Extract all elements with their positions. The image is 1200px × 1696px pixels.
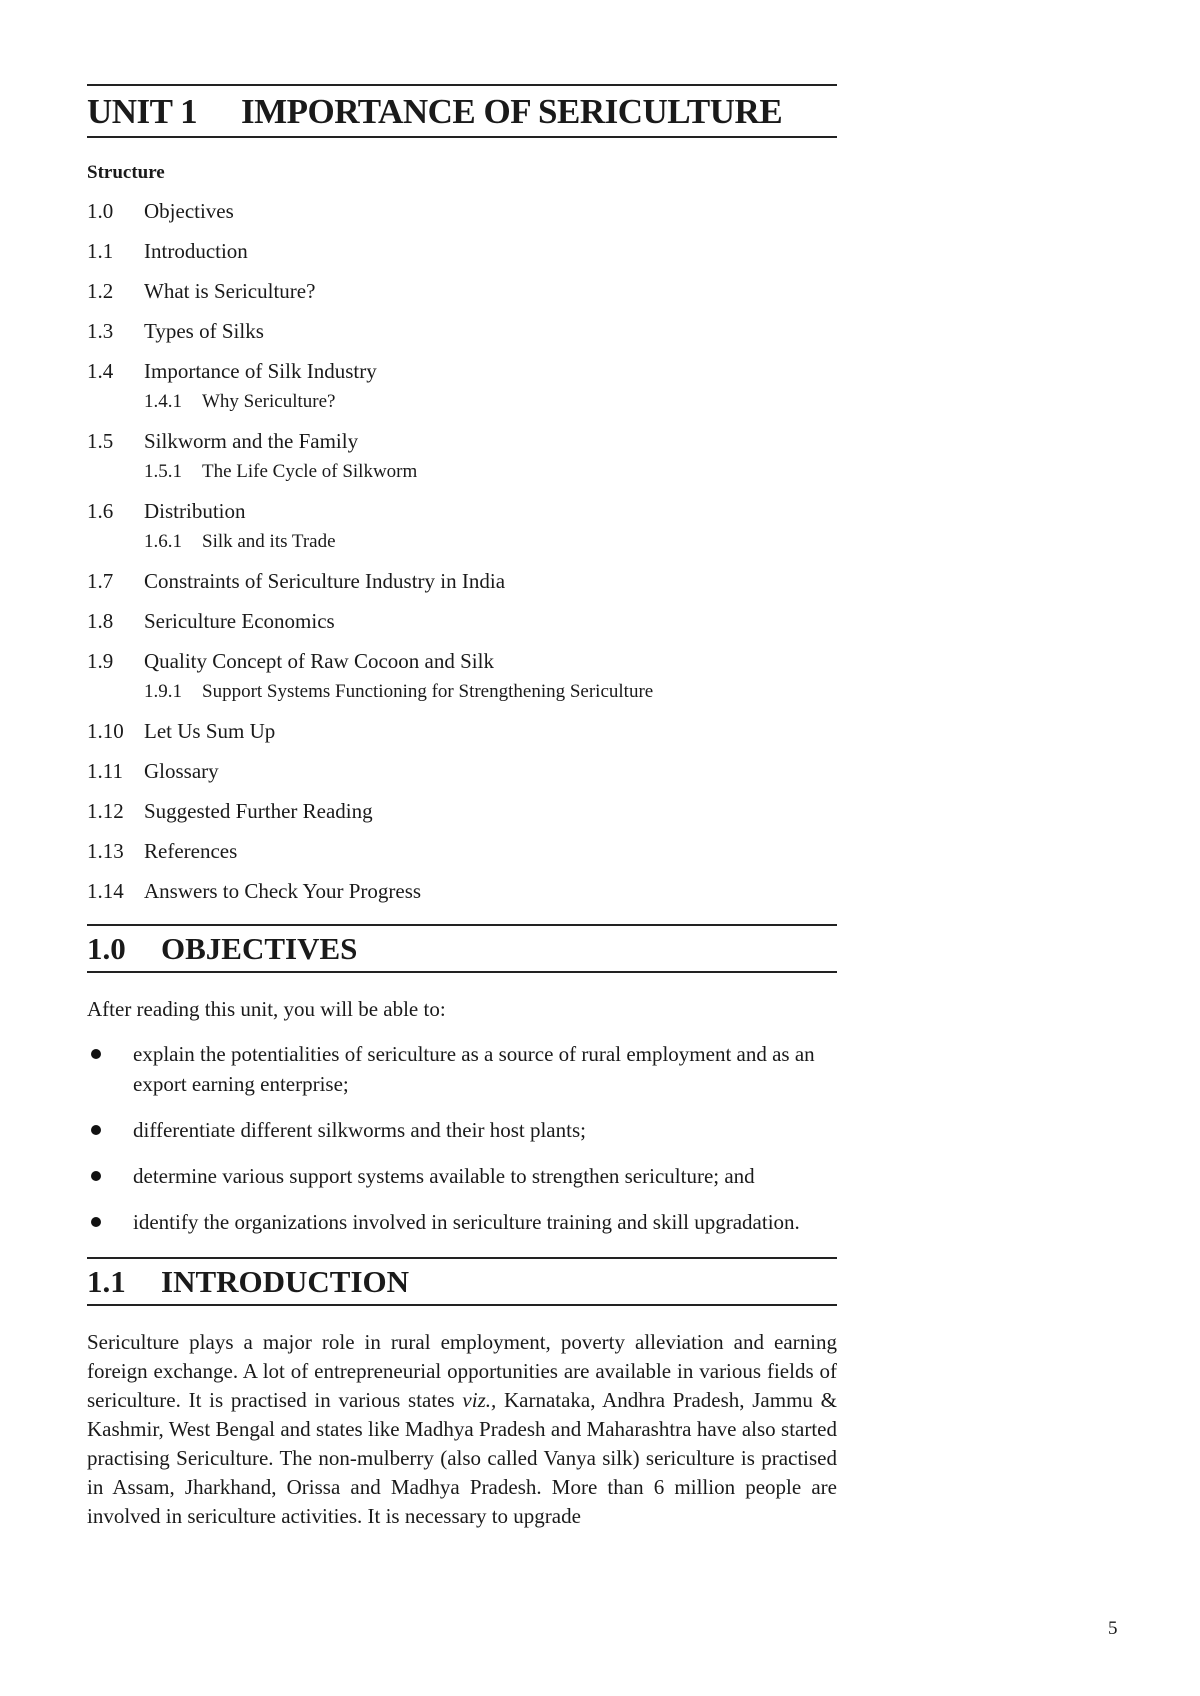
- unit-number: UNIT 1: [87, 92, 198, 131]
- structure-label: Structure: [87, 162, 165, 183]
- structure-entry: [87, 428, 837, 484]
- structure-entry: [87, 648, 837, 704]
- structure-entry: [87, 608, 837, 634]
- objectives-lead: After reading this unit, you will be able to:: [87, 997, 446, 1021]
- objectives-title: OBJECTIVES: [161, 931, 358, 966]
- structure-entry-row: [87, 238, 837, 264]
- structure-entry-label: What is Sericulture?: [144, 279, 316, 303]
- structure-entry-number: 1.13: [87, 839, 124, 863]
- unit-title: [87, 86, 837, 136]
- structure-entry-number: 1.7: [87, 569, 114, 593]
- structure-entry-number: 1.14: [87, 879, 124, 903]
- structure-entry-row: [87, 608, 837, 634]
- structure-subentry-label: Silk and its Trade: [202, 531, 336, 552]
- bullet-dot-icon: [91, 1217, 101, 1227]
- structure-subentry-label: Why Sericulture?: [202, 391, 336, 412]
- objective-text: identify the organizations involved in sericulture training and skill upgradation.: [133, 1210, 800, 1234]
- structure-entry: [87, 318, 837, 344]
- objective-bullet: [87, 1207, 837, 1237]
- objectives-number: 1.0: [87, 931, 126, 966]
- bullet-dot-icon: [91, 1125, 101, 1135]
- structure-entry-label: Let Us Sum Up: [144, 719, 276, 743]
- structure-entry-row: [87, 648, 837, 674]
- structure-entry-label: Answers to Check Your Progress: [144, 879, 422, 903]
- structure-entry-row: [87, 758, 837, 784]
- structure-entry-row: [87, 358, 837, 384]
- structure-subentry: [87, 390, 837, 414]
- structure-entry: [87, 238, 837, 264]
- unit-title-text: IMPORTANCE OF SERICULTURE: [241, 92, 783, 131]
- structure-entry-row: [87, 838, 837, 864]
- structure-subentry: [87, 680, 837, 704]
- structure-entry-number: 1.1: [87, 239, 114, 263]
- structure-subentry-label: The Life Cycle of Silkworm: [202, 461, 418, 482]
- intro-text-2: Karnataka, Andhra Pradesh, Jammu & Kashmir, West Bengal and states like Madhya Pradesh and Maharashtra have also started practising Sericulture. The non-mulberry (also called Vanya silk) sericulture is practised in Assam, Jharkhand, Orissa and Madhya Pradesh. More than 6 million people are involved in sericulture activities. It is necessary to upgrade: [87, 1388, 837, 1528]
- structure-subentry-number: 1.5.1: [144, 461, 182, 482]
- structure-subentry: [87, 530, 837, 554]
- structure-entry-label: Constraints of Sericulture Industry in India: [144, 569, 506, 593]
- structure-entry-label: Objectives: [144, 199, 234, 223]
- structure-subentry-label: Support Systems Functioning for Strengthening Sericulture: [202, 681, 654, 702]
- objectives-list: [87, 1039, 837, 1237]
- bullet-dot-icon: [91, 1049, 101, 1059]
- structure-entry-number: 1.3: [87, 319, 114, 343]
- introduction-number: 1.1: [87, 1264, 126, 1299]
- structure-entry-row: [87, 198, 837, 224]
- structure-entry-label: Glossary: [144, 759, 219, 783]
- structure-entry-label: Importance of Silk Industry: [144, 359, 377, 383]
- structure-entry-number: 1.10: [87, 719, 124, 743]
- intro-viz: viz.,: [462, 1388, 497, 1412]
- structure-entry-row: [87, 718, 837, 744]
- objective-bullet: [87, 1039, 837, 1099]
- structure-entry: [87, 568, 837, 594]
- structure-entry: [87, 838, 837, 864]
- structure-entry-number: 1.9: [87, 649, 114, 673]
- objectives-bottom-rule: [87, 971, 837, 973]
- structure-entry-row: [87, 878, 837, 904]
- structure-entry-number: 1.5: [87, 429, 114, 453]
- structure-entry-number: 1.8: [87, 609, 114, 633]
- structure-entry-row: [87, 798, 837, 824]
- structure-entry-row: [87, 498, 837, 524]
- structure-entry-number: 1.2: [87, 279, 114, 303]
- introduction-title: INTRODUCTION: [161, 1264, 410, 1299]
- structure-subentry-number: 1.6.1: [144, 531, 182, 552]
- structure-entry-label: Sericulture Economics: [144, 609, 335, 633]
- page-number: 5: [1108, 1618, 1118, 1639]
- structure-entry: [87, 498, 837, 554]
- structure-entry-label: Introduction: [144, 239, 248, 263]
- objective-text: determine various support systems available to strengthen sericulture; and: [133, 1164, 755, 1188]
- structure-entry-row: [87, 428, 837, 454]
- structure-entry-number: 1.0: [87, 199, 114, 223]
- objective-text: explain the potentialities of sericulture as a source of rural employment and as an export earning enterprise;: [133, 1042, 815, 1096]
- structure-entry-row: [87, 278, 837, 304]
- objective-bullet: [87, 1161, 837, 1191]
- structure-entry-label: Quality Concept of Raw Cocoon and Silk: [144, 649, 494, 673]
- structure-entry: [87, 758, 837, 784]
- structure-entry-label: References: [144, 839, 238, 863]
- structure-entry-row: [87, 568, 837, 594]
- intro-text-1: Sericulture plays a major role in rural employment, poverty alleviation and earning foreign exchange. A lot of entrepreneurial opportunities are available in various fields of sericulture. It is practised in various states: [87, 1330, 837, 1412]
- structure-subentry-number: 1.4.1: [144, 391, 182, 412]
- introduction-paragraph: [87, 1328, 837, 1531]
- structure-entry-label: Types of Silks: [144, 319, 264, 343]
- structure-subentry-number: 1.9.1: [144, 681, 182, 702]
- structure-entry: [87, 878, 837, 904]
- structure-entry: [87, 358, 837, 414]
- structure-entry-number: 1.4: [87, 359, 114, 383]
- structure-entry-label: Silkworm and the Family: [144, 429, 359, 453]
- structure-subentry: [87, 460, 837, 484]
- structure-entry-number: 1.11: [87, 759, 123, 783]
- structure-entry: [87, 198, 837, 224]
- page-content: [87, 84, 837, 1552]
- structure-list: [87, 198, 837, 904]
- structure-entry: [87, 798, 837, 824]
- objective-text: differentiate different silkworms and their host plants;: [133, 1118, 586, 1142]
- structure-entry-label: Distribution: [144, 499, 246, 523]
- objectives-heading: [87, 926, 837, 971]
- structure-entry: [87, 278, 837, 304]
- structure-entry-row: [87, 318, 837, 344]
- structure-entry-label: Suggested Further Reading: [144, 799, 373, 823]
- structure-entry: [87, 718, 837, 744]
- bullet-dot-icon: [91, 1171, 101, 1181]
- unit-bottom-rule: [87, 136, 837, 138]
- introduction-bottom-rule: [87, 1304, 837, 1306]
- objective-bullet: [87, 1115, 837, 1145]
- structure-entry-number: 1.6: [87, 499, 114, 523]
- introduction-heading: [87, 1259, 837, 1304]
- structure-entry-number: 1.12: [87, 799, 124, 823]
